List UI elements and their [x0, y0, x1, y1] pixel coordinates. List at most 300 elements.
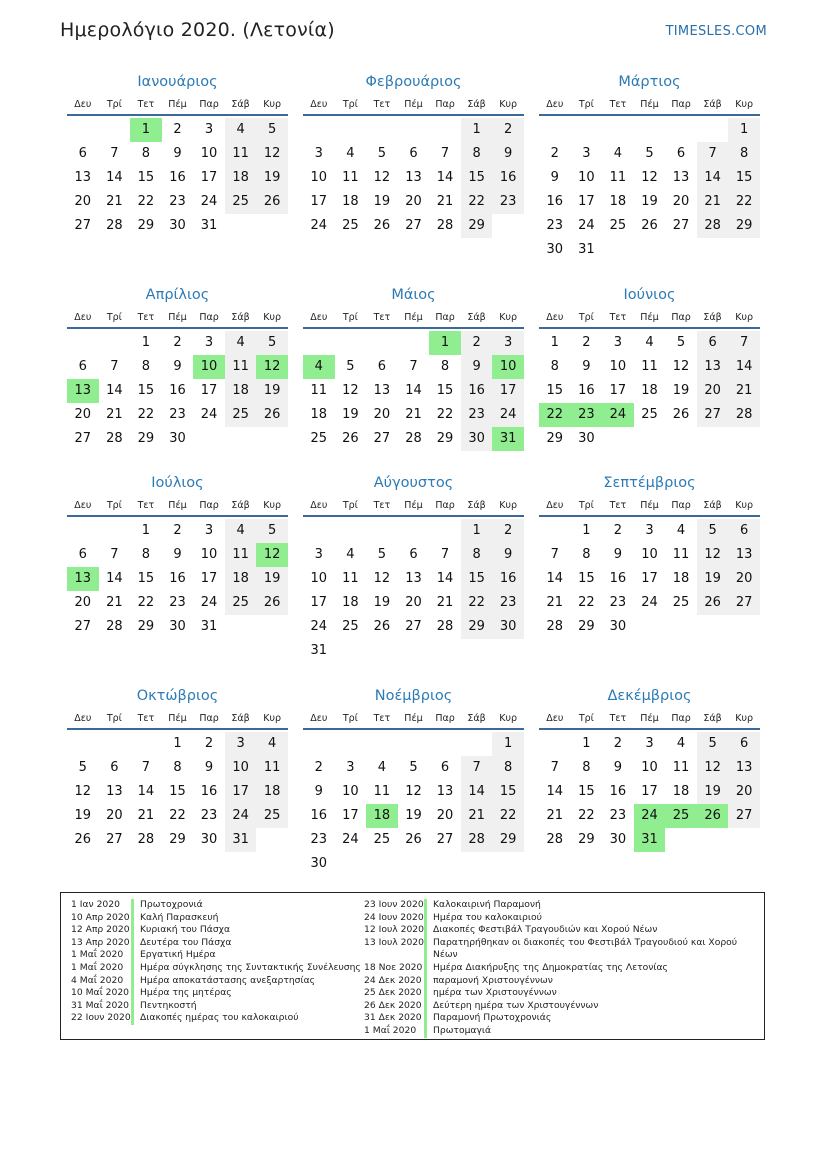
day-cell: 16 [310, 808, 328, 823]
month-name: Ιούνιος [623, 287, 676, 303]
day-cell: 12 [697, 543, 729, 567]
month-name: Μάιος [391, 287, 436, 303]
day-cell: 27 [697, 403, 729, 427]
day-cell: 2 [582, 335, 591, 350]
empty-cell [99, 519, 131, 543]
day-cell: 5 [377, 146, 387, 161]
weekday-label: Τετ [137, 312, 155, 323]
day-cell: 3 [645, 523, 654, 538]
legend-holiday-name: Ημέρα Διακήρυξης της Δημοκρατίας της Λετονίας [433, 961, 668, 973]
day-cell: 26 [256, 403, 288, 427]
month-block [67, 70, 288, 238]
weekday-label: Παρ [435, 713, 455, 724]
holiday-day-cell: 4 [303, 355, 335, 379]
day-cell: 27 [74, 619, 92, 634]
legend-item [364, 975, 737, 988]
empty-cell [697, 118, 729, 142]
empty-cell [335, 118, 367, 142]
weekday-label: Κυρ [263, 312, 282, 323]
weekday-label: Τρί [578, 500, 594, 511]
holiday-day-cell: 26 [697, 804, 729, 828]
weekday-label: Κυρ [263, 500, 282, 511]
day-cell: 20 [74, 595, 92, 610]
weekday-label: Τετ [373, 99, 391, 110]
day-cell: 15 [137, 383, 155, 398]
legend-holiday-name: Ημέρα αποκατάστασης ανεξαρτησίας [140, 974, 316, 986]
month-block [67, 471, 288, 639]
legend-date: 22 Ιουν 2020 [71, 1012, 131, 1024]
day-cell: 21 [106, 407, 123, 422]
day-cell: 5 [256, 519, 288, 543]
days-grid [303, 329, 524, 451]
weekday-label: Παρ [671, 99, 691, 110]
legend-marker [424, 962, 427, 975]
day-cell: 10 [609, 359, 627, 374]
day-cell: 11 [373, 784, 391, 799]
weekday-label: Δευ [74, 500, 92, 511]
page-title: Ημερολόγιο 2020. (Λετονία) [60, 19, 335, 41]
day-cell: 21 [546, 808, 564, 823]
empty-cell [67, 118, 99, 142]
day-cell: 7 [550, 760, 559, 775]
day-cell: 3 [645, 736, 654, 751]
month-name: Ιούλιος [151, 475, 204, 491]
day-cell: 4 [225, 331, 257, 355]
day-cell: 18 [225, 379, 257, 403]
day-cell: 10 [225, 756, 257, 780]
days-grid [303, 517, 524, 663]
day-cell: 4 [676, 523, 686, 538]
day-cell: 20 [74, 407, 92, 422]
day-cell: 26 [373, 619, 391, 634]
day-cell: 14 [436, 170, 454, 185]
weekday-label: Σάβ [231, 500, 250, 511]
weekday-label: Κυρ [735, 713, 754, 724]
day-cell: 6 [728, 732, 760, 756]
day-cell: 21 [436, 595, 454, 610]
weekday-label: Σάβ [703, 99, 722, 110]
day-cell: 16 [169, 170, 186, 185]
legend-item [71, 1000, 361, 1013]
holiday-day-cell: 10 [492, 355, 524, 379]
day-cell: 21 [137, 808, 155, 823]
day-cell: 21 [436, 194, 454, 209]
day-cell: 21 [697, 190, 729, 214]
day-cell: 9 [550, 170, 559, 185]
legend-date: 26 Δεκ 2020 [364, 999, 422, 1011]
day-cell: 10 [641, 760, 658, 775]
weekday-header [303, 497, 524, 517]
day-cell: 3 [314, 146, 323, 161]
day-cell: 25 [256, 804, 288, 828]
day-cell: 7 [110, 547, 119, 562]
holiday-day-cell: 18 [366, 804, 398, 828]
weekday-label: Κυρ [263, 713, 282, 724]
day-cell: 24 [225, 804, 257, 828]
day-cell: 12 [697, 756, 729, 780]
day-cell: 31 [225, 828, 257, 852]
day-cell: 15 [546, 383, 564, 398]
day-cell: 20 [728, 567, 760, 591]
day-cell: 28 [106, 431, 123, 446]
weekday-label: Τετ [137, 500, 155, 511]
weekday-label: Τετ [373, 500, 391, 511]
day-cell: 19 [256, 567, 288, 591]
day-cell: 26 [405, 832, 422, 847]
day-cell: 29 [137, 619, 155, 634]
weekday-header [539, 309, 760, 329]
days-grid [67, 517, 288, 639]
weekday-label: Κυρ [499, 99, 518, 110]
day-cell: 3 [492, 331, 524, 355]
day-cell: 6 [409, 547, 418, 562]
day-cell: 21 [106, 595, 123, 610]
day-cell: 2 [613, 736, 623, 751]
day-cell: 17 [200, 383, 218, 398]
day-cell: 3 [613, 335, 623, 350]
day-cell: 1 [141, 523, 151, 538]
holiday-day-cell: 22 [539, 403, 571, 427]
site-link[interactable]: TIMESLES.COM [665, 24, 767, 39]
day-cell: 27 [405, 619, 422, 634]
day-cell: 4 [645, 335, 654, 350]
day-cell: 7 [461, 756, 493, 780]
day-cell: 15 [578, 784, 595, 799]
holiday-day-cell: 12 [256, 543, 288, 567]
day-cell: 14 [405, 383, 422, 398]
day-cell: 24 [578, 218, 595, 233]
day-cell: 19 [256, 166, 288, 190]
day-cell: 18 [310, 407, 328, 422]
weekday-label: Παρ [435, 500, 455, 511]
day-cell: 5 [346, 359, 355, 374]
day-cell: 27 [728, 804, 760, 828]
weekday-label: Πέμ [404, 312, 423, 323]
day-cell: 11 [342, 170, 359, 185]
empty-cell [303, 519, 335, 543]
legend-holiday-name: Κυριακή του Πάσχα [140, 924, 231, 936]
weekday-label: Παρ [199, 312, 219, 323]
weekday-label: Τετ [373, 713, 391, 724]
day-cell: 25 [225, 591, 257, 615]
day-cell: 28 [546, 832, 564, 847]
day-cell: 20 [728, 780, 760, 804]
weekday-label: Πέμ [404, 500, 423, 511]
legend-marker [424, 1012, 427, 1025]
weekday-label: Τρί [578, 312, 594, 323]
day-cell: 7 [728, 331, 760, 355]
day-cell: 1 [728, 118, 760, 142]
weekday-label: Τετ [137, 713, 155, 724]
day-cell: 2 [204, 736, 214, 751]
day-cell: 17 [225, 780, 257, 804]
weekday-label: Παρ [435, 312, 455, 323]
day-cell: 23 [609, 595, 627, 610]
weekday-label: Παρ [671, 312, 691, 323]
day-cell: 28 [697, 214, 729, 238]
day-cell: 2 [314, 760, 323, 775]
days-grid [67, 116, 288, 238]
weekday-label: Παρ [671, 500, 691, 511]
legend-item [364, 1012, 737, 1025]
empty-cell [429, 118, 461, 142]
day-cell: 6 [110, 760, 119, 775]
day-cell: 3 [225, 732, 257, 756]
day-cell: 7 [110, 146, 119, 161]
day-cell: 26 [672, 407, 690, 422]
month-block [539, 283, 760, 451]
day-cell: 28 [106, 619, 123, 634]
day-cell: 8 [582, 760, 591, 775]
weekday-label: Τρί [106, 500, 122, 511]
month-block [67, 283, 288, 451]
day-cell: 29 [461, 615, 493, 639]
day-cell: 13 [728, 756, 760, 780]
day-cell: 25 [342, 619, 359, 634]
day-cell: 1 [582, 736, 591, 751]
legend-holiday-name: Παραμονή Πρωτοχρονιάς [433, 1012, 552, 1024]
empty-cell [539, 732, 571, 756]
day-cell: 22 [728, 190, 760, 214]
weekday-header [67, 309, 288, 329]
day-cell: 20 [373, 407, 391, 422]
day-cell: 26 [256, 190, 288, 214]
empty-cell [398, 732, 430, 756]
day-cell: 22 [461, 591, 493, 615]
day-cell: 16 [578, 383, 595, 398]
day-cell: 23 [492, 591, 524, 615]
day-cell: 25 [672, 595, 690, 610]
month-block [303, 283, 524, 451]
empty-cell [67, 732, 99, 756]
weekday-label: Σάβ [467, 99, 486, 110]
day-cell: 23 [200, 808, 218, 823]
day-cell: 19 [641, 194, 658, 209]
day-cell: 1 [582, 523, 591, 538]
empty-cell [571, 118, 603, 142]
legend-marker [131, 975, 134, 988]
day-cell: 7 [440, 547, 450, 562]
days-grid [539, 116, 760, 262]
day-cell: 5 [645, 146, 654, 161]
days-grid [67, 329, 288, 451]
day-cell: 27 [106, 832, 123, 847]
day-cell: 8 [141, 359, 151, 374]
day-cell: 4 [346, 547, 355, 562]
day-cell: 29 [169, 832, 186, 847]
legend-marker [424, 987, 427, 1000]
legend-item [364, 949, 737, 962]
day-cell: 21 [546, 595, 564, 610]
weekday-label: Τετ [609, 713, 627, 724]
day-cell: 8 [728, 142, 760, 166]
weekday-header [539, 96, 760, 116]
legend-date: 25 Δεκ 2020 [364, 987, 422, 999]
empty-cell [130, 732, 162, 756]
day-cell: 27 [373, 431, 391, 446]
day-cell: 8 [550, 359, 559, 374]
day-cell: 31 [200, 619, 218, 634]
month-name: Οκτώβριος [136, 688, 219, 704]
day-cell: 3 [582, 146, 591, 161]
day-cell: 23 [461, 403, 493, 427]
day-cell: 4 [225, 519, 257, 543]
day-cell: 22 [578, 595, 595, 610]
day-cell: 12 [373, 571, 391, 586]
day-cell: 29 [436, 431, 454, 446]
legend-holiday-name: Εργατική Ημέρα [140, 949, 216, 961]
day-cell: 30 [169, 431, 186, 446]
month-block [67, 684, 288, 852]
day-cell: 17 [310, 595, 328, 610]
weekday-header [303, 710, 524, 730]
day-cell: 17 [200, 571, 218, 586]
day-cell: 13 [697, 355, 729, 379]
day-cell: 9 [613, 760, 623, 775]
weekday-label: Τρί [342, 312, 358, 323]
day-cell: 12 [672, 359, 690, 374]
day-cell: 12 [641, 170, 658, 185]
month-name: Φεβρουάριος [365, 74, 462, 90]
legend-marker [424, 1025, 427, 1038]
weekday-label: Δευ [310, 713, 328, 724]
day-cell: 9 [613, 547, 623, 562]
day-cell: 16 [492, 567, 524, 591]
day-cell: 28 [546, 619, 564, 634]
weekday-label: Πέμ [168, 312, 187, 323]
day-cell: 14 [461, 780, 493, 804]
holiday-day-cell: 13 [67, 379, 99, 403]
day-cell: 23 [310, 832, 328, 847]
day-cell: 15 [492, 780, 524, 804]
day-cell: 7 [440, 146, 450, 161]
day-cell: 21 [405, 407, 422, 422]
day-cell: 20 [74, 194, 92, 209]
day-cell: 6 [78, 146, 87, 161]
day-cell: 31 [310, 643, 328, 658]
legend-item [364, 1000, 737, 1013]
weekday-header [539, 710, 760, 730]
day-cell: 6 [78, 359, 87, 374]
day-cell: 20 [405, 194, 422, 209]
day-cell: 13 [672, 170, 690, 185]
month-block [303, 70, 524, 238]
holiday-day-cell: 12 [256, 355, 288, 379]
day-cell: 21 [106, 194, 123, 209]
day-cell: 20 [405, 595, 422, 610]
legend-holiday-name: Πρωτομαγιά [433, 1024, 492, 1036]
day-cell: 29 [461, 214, 493, 238]
day-cell: 30 [461, 427, 493, 451]
weekday-label: Πέμ [640, 500, 659, 511]
day-cell: 9 [492, 142, 524, 166]
legend-date: 1 Ιαν 2020 [71, 899, 120, 910]
day-cell: 13 [373, 383, 391, 398]
day-cell: 29 [578, 619, 595, 634]
weekday-label: Κυρ [499, 713, 518, 724]
day-cell: 28 [405, 431, 422, 446]
empty-cell [366, 331, 398, 355]
day-cell: 8 [141, 547, 151, 562]
day-cell: 31 [578, 242, 595, 257]
day-cell: 19 [256, 379, 288, 403]
month-block [539, 70, 760, 262]
day-cell: 12 [373, 170, 391, 185]
day-cell: 11 [256, 756, 288, 780]
legend-date: 23 Ιουν 2020 [364, 899, 424, 910]
weekday-header [67, 96, 288, 116]
day-cell: 17 [310, 194, 328, 209]
day-cell: 5 [697, 732, 729, 756]
weekday-label: Παρ [435, 99, 455, 110]
day-cell: 18 [342, 595, 359, 610]
day-cell: 26 [641, 218, 658, 233]
day-cell: 20 [697, 379, 729, 403]
legend-item [364, 912, 737, 925]
day-cell: 18 [672, 784, 690, 799]
legend-item [71, 949, 361, 962]
day-cell: 15 [137, 170, 155, 185]
day-cell: 14 [106, 571, 123, 586]
day-cell: 16 [169, 571, 186, 586]
weekday-label: Δευ [310, 99, 328, 110]
day-cell: 30 [310, 856, 328, 871]
empty-cell [99, 732, 131, 756]
weekday-header [67, 710, 288, 730]
weekday-label: Τρί [342, 99, 358, 110]
day-cell: 19 [405, 808, 422, 823]
holiday-day-cell: 23 [571, 403, 603, 427]
weekday-label: Παρ [671, 713, 691, 724]
legend-holiday-name: Πεντηκοστή [140, 999, 197, 1011]
day-cell: 3 [346, 760, 355, 775]
days-grid [539, 517, 760, 639]
day-cell: 29 [492, 828, 524, 852]
empty-cell [335, 732, 367, 756]
legend-marker [131, 949, 134, 962]
legend-item [364, 962, 737, 975]
holiday-day-cell: 24 [634, 804, 666, 828]
empty-cell [67, 331, 99, 355]
day-cell: 3 [204, 122, 214, 137]
day-cell: 28 [461, 828, 493, 852]
legend-marker [131, 1012, 134, 1025]
month-block [539, 471, 760, 639]
weekday-label: Τετ [609, 500, 627, 511]
day-cell: 25 [310, 431, 328, 446]
day-cell: 19 [697, 567, 729, 591]
weekday-label: Πέμ [404, 99, 423, 110]
legend-holiday-name: Ημέρα σύγκλησης της Συντακτικής Συνέλευσης [140, 961, 361, 973]
empty-cell [303, 118, 335, 142]
legend-holiday-name: Νέων [433, 949, 458, 961]
weekday-label: Σάβ [703, 713, 722, 724]
weekday-label: Κυρ [735, 500, 754, 511]
day-cell: 19 [672, 383, 690, 398]
day-cell: 12 [74, 784, 92, 799]
day-cell: 30 [169, 619, 186, 634]
day-cell: 15 [461, 567, 493, 591]
legend-marker [131, 924, 134, 937]
weekday-label: Κυρ [735, 312, 754, 323]
day-cell: 10 [310, 571, 328, 586]
day-cell: 20 [106, 808, 123, 823]
day-cell: 6 [78, 547, 87, 562]
day-cell: 11 [672, 760, 690, 775]
day-cell: 24 [641, 595, 658, 610]
day-cell: 12 [405, 784, 422, 799]
day-cell: 17 [200, 170, 218, 185]
